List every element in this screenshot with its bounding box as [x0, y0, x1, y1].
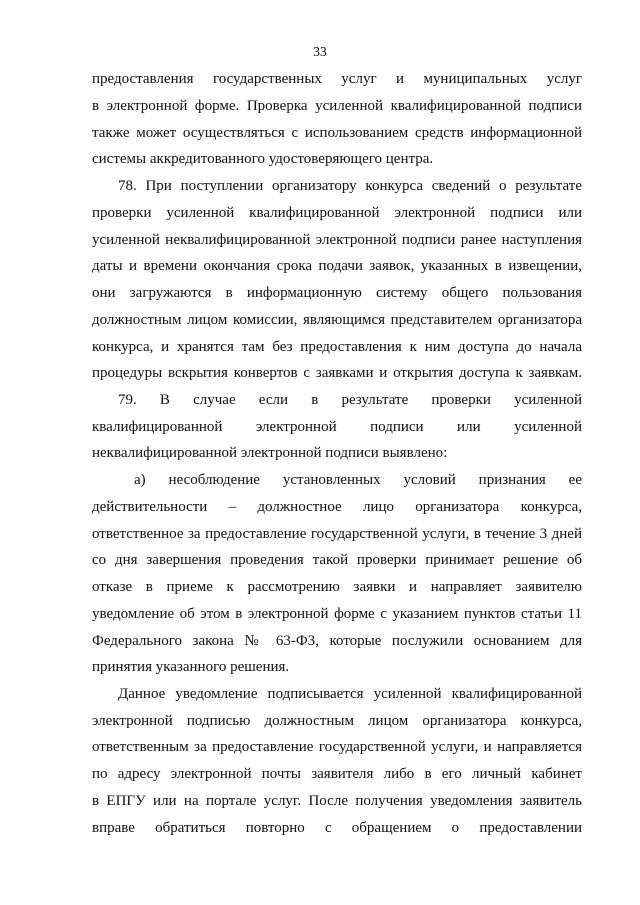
- text-line: они загружаются в информационную систему общего пользования: [92, 285, 582, 301]
- text-line: ответственным за предоставление государственной услуги, и направляется: [92, 739, 582, 755]
- text-line: действительности – должностное лицо организатора конкурса,: [92, 499, 582, 515]
- text-line: неквалифицированной электронной подписи выявлено:: [92, 445, 448, 461]
- text-line: квалифицированной электронной подписи или усиленной: [92, 419, 582, 435]
- text-line: процедуры вскрытия конвертов с заявками и открытия доступа к заявкам.: [92, 365, 582, 381]
- paragraph-79-start: 79. В случае если в результате проверки усиленной: [118, 392, 582, 408]
- text-line: в ЕПГУ или на портале услуг. После получения уведомления заявитель: [92, 793, 582, 809]
- text-line: электронной подписью должностным лицом организатора конкурса,: [92, 713, 582, 729]
- text-line: конкурса, и хранятся там без предоставления к ним доступа до начала: [92, 339, 582, 355]
- text-line: в электронной форме. Проверка усиленной квалифицированной подписи: [92, 98, 582, 114]
- text-line: вправе обратиться повторно с обращением о предоставлении: [92, 820, 582, 836]
- text-line: уведомление об этом в электронной форме с указанием пунктов статьи 11: [92, 606, 582, 622]
- text-line: Федерального закона № 63-ФЗ, которые послужили основанием для: [92, 633, 582, 649]
- text-line: проверки усиленной квалифицированной электронной подписи или: [92, 205, 582, 221]
- text-line: принятия указанного решения.: [92, 659, 290, 675]
- subitem-a-start: а) несоблюдение установленных условий признания ее: [134, 472, 582, 488]
- text-line: усиленной неквалифицированной электронной подписи ранее наступления: [92, 232, 582, 248]
- text-line: по адресу электронной почты заявителя либо в его личный кабинет: [92, 766, 582, 782]
- text-line: также может осуществляться с использованием средств информационной: [92, 125, 582, 141]
- text-line: даты и времени окончания срока подачи заявок, указанных в извещении,: [92, 258, 582, 274]
- text-line: со дня завершения проведения такой проверки принимает решение об: [92, 552, 582, 568]
- text-line: предоставления государственных услуг и муниципальных услуг: [92, 71, 582, 87]
- text-line: отказе в приеме к рассмотрению заявки и направляет заявителю: [92, 579, 582, 595]
- paragraph-78-start: 78. При поступлении организатору конкурса сведений о результате: [118, 178, 582, 194]
- text-line: системы аккредитованного удостоверяющего центра.: [92, 151, 434, 167]
- paragraph-notice-start: Данное уведомление подписывается усиленной квалифицированной: [118, 686, 582, 702]
- text-line: ответственное за предоставление государственной услуги, в течение 3 дней: [92, 526, 582, 542]
- page-number: 33: [313, 44, 327, 59]
- text-line: должностным лицом комиссии, являющимся представителем организатора: [92, 312, 582, 328]
